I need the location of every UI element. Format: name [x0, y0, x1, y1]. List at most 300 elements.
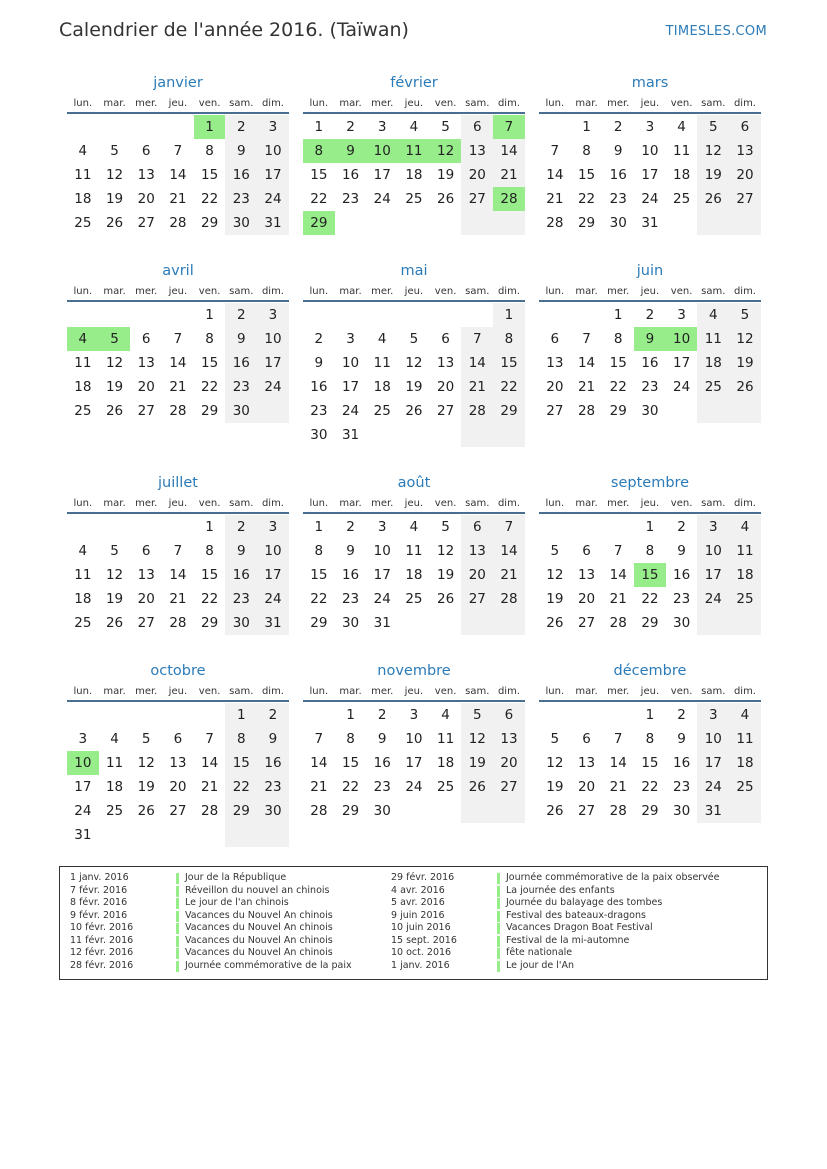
- week-row: [67, 115, 289, 139]
- day-cell: 22: [341, 779, 360, 795]
- month-weeks: [67, 114, 289, 235]
- day-cell: 4: [729, 515, 761, 539]
- weekday-label: dim.: [733, 97, 756, 109]
- day-cell: 13: [577, 567, 596, 583]
- day-cell: 21: [201, 779, 219, 795]
- day-cell: 30: [641, 403, 659, 419]
- empty-cell: [99, 303, 131, 327]
- weekday-header: [67, 494, 289, 514]
- empty-cell: [398, 611, 430, 635]
- day-cell: 8: [346, 731, 355, 747]
- week-row: [303, 611, 525, 635]
- day-cell: 13: [577, 755, 596, 771]
- week-row: [539, 539, 761, 563]
- day-cell: 26: [105, 615, 124, 631]
- day-cell: 30: [373, 803, 391, 819]
- weekday-label: lun.: [73, 685, 93, 697]
- weekday-label: mar.: [339, 685, 362, 697]
- day-cell: 21: [493, 563, 525, 587]
- day-cell: 16: [373, 755, 391, 771]
- day-cell: 29: [641, 615, 659, 631]
- day-cell: 16: [225, 163, 257, 187]
- day-cell: 25: [74, 403, 92, 419]
- week-row: [539, 139, 761, 163]
- weekday-header: [303, 282, 525, 302]
- day-cell: 5: [729, 303, 761, 327]
- week-row: [303, 399, 525, 423]
- day-cell: 14: [201, 755, 219, 771]
- legend-date: 4 avr. 2016: [391, 884, 445, 896]
- legend-holiday-name: Journée du balayage des tombes: [506, 897, 663, 908]
- month-weeks: [67, 302, 289, 423]
- legend-date: 12 févr. 2016: [70, 947, 134, 958]
- month-6: [67, 472, 289, 635]
- weekday-label: lun.: [545, 97, 565, 109]
- day-cell: 16: [673, 567, 691, 583]
- day-cell: 1: [194, 115, 226, 139]
- week-row: [67, 515, 289, 539]
- day-cell: 31: [341, 427, 360, 443]
- legend-holiday-name: Le jour de l'an chinois: [185, 897, 289, 908]
- day-cell: 6: [141, 143, 151, 159]
- week-row: [67, 139, 289, 163]
- day-cell: 22: [493, 375, 525, 399]
- empty-cell: [99, 703, 131, 727]
- empty-cell: [493, 611, 525, 635]
- day-cell: 29: [641, 803, 659, 819]
- legend-holiday-name: Jour de la République: [185, 872, 287, 883]
- day-cell: 20: [577, 591, 596, 607]
- day-cell: 13: [546, 355, 564, 371]
- month-weeks: [303, 114, 525, 235]
- empty-cell: [398, 799, 430, 823]
- day-cell: 14: [169, 355, 187, 371]
- week-row: [303, 327, 525, 351]
- month-weeks: [67, 702, 289, 847]
- day-cell: 25: [729, 587, 761, 611]
- empty-cell: [366, 211, 398, 235]
- day-cell: 19: [405, 379, 423, 395]
- day-cell: 21: [493, 163, 525, 187]
- week-row: [303, 587, 525, 611]
- day-cell: 12: [430, 139, 462, 163]
- legend-column-right: [391, 872, 720, 972]
- week-row: [67, 587, 289, 611]
- weekday-label: lun.: [545, 685, 565, 697]
- weekday-label: ven.: [670, 685, 693, 697]
- day-cell: 21: [577, 379, 596, 395]
- week-row: [303, 351, 525, 375]
- day-cell: 9: [377, 731, 387, 747]
- empty-cell: [398, 423, 430, 447]
- weekday-header: [303, 94, 525, 114]
- day-cell: 29: [225, 799, 257, 823]
- day-cell: 16: [341, 167, 360, 183]
- empty-cell: [257, 823, 289, 847]
- weekday-label: jeu.: [640, 685, 660, 697]
- empty-cell: [539, 303, 571, 327]
- day-cell: 9: [225, 139, 257, 163]
- legend-row: [391, 947, 720, 960]
- day-cell: 14: [169, 567, 187, 583]
- day-cell: 31: [641, 215, 659, 231]
- day-cell: 23: [225, 375, 257, 399]
- weekday-header: [303, 682, 525, 702]
- day-cell: 13: [729, 139, 761, 163]
- day-cell: 30: [673, 615, 691, 631]
- day-cell: 28: [493, 187, 525, 211]
- day-cell: 27: [169, 803, 187, 819]
- day-cell: 16: [257, 751, 289, 775]
- day-cell: 10: [405, 731, 423, 747]
- week-row: [539, 303, 761, 327]
- empty-cell: [130, 303, 162, 327]
- day-cell: 26: [105, 403, 124, 419]
- empty-cell: [194, 703, 226, 727]
- legend-holiday-name: Réveillon du nouvel an chinois: [185, 884, 330, 896]
- day-cell: 4: [110, 731, 119, 747]
- legend-color-marker: [176, 961, 179, 972]
- legend-color-marker: [497, 911, 500, 922]
- day-cell: 5: [441, 519, 450, 535]
- week-row: [67, 727, 289, 751]
- empty-cell: [303, 703, 335, 727]
- page-title: Calendrier de l'année 2016. (Taïwan): [59, 19, 409, 41]
- weekday-header: [539, 494, 761, 514]
- legend-color-marker: [176, 923, 179, 934]
- legend-color-marker: [176, 948, 179, 959]
- day-cell: 21: [609, 591, 627, 607]
- day-cell: 19: [546, 591, 564, 607]
- day-cell: 18: [729, 563, 761, 587]
- day-cell: 3: [257, 115, 289, 139]
- day-cell: 9: [225, 327, 257, 351]
- empty-cell: [493, 799, 525, 823]
- day-cell: 12: [437, 543, 455, 559]
- day-cell: 2: [677, 519, 686, 535]
- day-cell: 2: [645, 307, 655, 323]
- day-cell: 7: [314, 731, 324, 747]
- month-name: août: [397, 475, 431, 491]
- week-row: [67, 375, 289, 399]
- legend-date: 11 févr. 2016: [70, 934, 134, 946]
- month-name: janvier: [153, 75, 203, 91]
- weekday-label: jeu.: [640, 285, 660, 297]
- day-cell: 23: [341, 191, 360, 207]
- weekday-label: jeu.: [640, 97, 660, 109]
- day-cell: 13: [137, 167, 155, 183]
- day-cell: 9: [314, 355, 324, 371]
- week-row: [67, 751, 289, 775]
- day-cell: 6: [493, 703, 525, 727]
- day-cell: 25: [405, 191, 423, 207]
- legend-date: 9 juin 2016: [391, 909, 445, 921]
- month-7: [303, 472, 525, 635]
- day-cell: 20: [493, 751, 525, 775]
- day-cell: 17: [373, 567, 391, 583]
- day-cell: 17: [373, 167, 391, 183]
- day-cell: 10: [666, 327, 698, 351]
- day-cell: 8: [645, 731, 655, 747]
- day-cell: 20: [729, 163, 761, 187]
- day-cell: 9: [257, 727, 289, 751]
- day-cell: 22: [310, 591, 328, 607]
- day-cell: 22: [609, 379, 627, 395]
- day-cell: 7: [173, 543, 183, 559]
- day-cell: 19: [105, 591, 124, 607]
- day-cell: 13: [493, 727, 525, 751]
- week-row: [303, 703, 525, 727]
- legend-row: [70, 922, 352, 935]
- day-cell: 11: [697, 327, 729, 351]
- weekday-header: [303, 494, 525, 514]
- legend-holiday-name: Vacances Dragon Boat Festival: [506, 922, 653, 933]
- day-cell: 15: [201, 567, 219, 583]
- day-cell: 26: [405, 403, 423, 419]
- day-cell: 7: [173, 331, 183, 347]
- day-cell: 25: [405, 591, 423, 607]
- day-cell: 27: [137, 615, 155, 631]
- day-cell: 30: [225, 611, 257, 635]
- day-cell: 23: [257, 775, 289, 799]
- day-cell: 26: [697, 187, 729, 211]
- weekday-label: mar.: [103, 497, 126, 509]
- day-cell: 11: [105, 755, 124, 771]
- day-cell: 15: [577, 167, 596, 183]
- empty-cell: [99, 515, 131, 539]
- day-cell: 18: [697, 351, 729, 375]
- day-cell: 2: [377, 707, 387, 723]
- weekday-label: ven.: [434, 497, 457, 509]
- day-cell: 28: [609, 803, 627, 819]
- day-cell: 15: [493, 351, 525, 375]
- month-name: juin: [636, 263, 664, 279]
- legend-date: 1 janv. 2016: [70, 872, 129, 883]
- day-cell: 19: [105, 379, 124, 395]
- day-cell: 7: [582, 331, 591, 347]
- day-cell: 20: [169, 779, 187, 795]
- month-name: septembre: [610, 475, 690, 491]
- weekday-label: lun.: [309, 285, 329, 297]
- weekday-label: lun.: [73, 285, 93, 297]
- empty-cell: [335, 303, 367, 327]
- day-cell: 6: [461, 515, 493, 539]
- day-cell: 15: [310, 167, 328, 183]
- day-cell: 31: [373, 615, 391, 631]
- day-cell: 11: [405, 543, 423, 559]
- weekday-label: ven.: [198, 285, 221, 297]
- day-cell: 29: [201, 403, 219, 419]
- legend-date: 15 sept. 2016: [391, 934, 457, 946]
- day-cell: 4: [409, 519, 419, 535]
- month-3: [67, 260, 289, 423]
- day-cell: 6: [582, 543, 591, 559]
- day-cell: 22: [201, 191, 219, 207]
- day-cell: 25: [697, 375, 729, 399]
- week-row: [303, 515, 525, 539]
- day-cell: 2: [613, 119, 623, 135]
- day-cell: 22: [201, 379, 219, 395]
- empty-cell: [162, 115, 194, 139]
- day-cell: 24: [697, 587, 729, 611]
- day-cell: 27: [437, 403, 455, 419]
- day-cell: 17: [257, 563, 289, 587]
- day-cell: 2: [225, 515, 257, 539]
- day-cell: 21: [169, 379, 187, 395]
- day-cell: 11: [398, 139, 430, 163]
- legend-holiday-name: Festival de la mi-automne: [506, 934, 630, 946]
- day-cell: 1: [314, 519, 324, 535]
- weekday-label: dim.: [733, 285, 756, 297]
- legend-row: [391, 885, 720, 898]
- day-cell: 28: [169, 403, 187, 419]
- weekday-header: [67, 282, 289, 302]
- day-cell: 7: [205, 731, 214, 747]
- day-cell: 3: [257, 303, 289, 327]
- day-cell: 4: [729, 703, 761, 727]
- day-cell: 3: [677, 307, 686, 323]
- weekday-label: mar.: [575, 685, 598, 697]
- day-cell: 17: [673, 355, 691, 371]
- day-cell: 19: [437, 167, 455, 183]
- weekday-label: mer.: [607, 97, 630, 109]
- day-cell: 4: [441, 707, 450, 723]
- weekday-label: mar.: [103, 285, 126, 297]
- weekday-label: dim.: [261, 685, 284, 697]
- day-cell: 29: [493, 399, 525, 423]
- day-cell: 6: [141, 331, 151, 347]
- day-cell: 17: [641, 167, 659, 183]
- day-cell: 10: [373, 543, 391, 559]
- day-cell: 26: [137, 803, 155, 819]
- day-cell: 10: [257, 139, 289, 163]
- month-name: avril: [162, 263, 194, 279]
- day-cell: 18: [74, 591, 92, 607]
- weekday-header: [539, 94, 761, 114]
- day-cell: 10: [341, 355, 360, 371]
- month-name: octobre: [150, 663, 206, 679]
- weekday-label: ven.: [670, 497, 693, 509]
- day-cell: 27: [461, 587, 493, 611]
- day-cell: 18: [74, 191, 92, 207]
- day-cell: 17: [257, 163, 289, 187]
- week-row: [303, 775, 525, 799]
- week-row: [303, 799, 525, 823]
- day-cell: 11: [74, 567, 92, 583]
- day-cell: 26: [729, 375, 761, 399]
- legend-row: [391, 922, 720, 935]
- day-cell: 26: [437, 191, 455, 207]
- empty-cell: [162, 703, 194, 727]
- day-cell: 12: [461, 727, 493, 751]
- day-cell: 11: [74, 355, 92, 371]
- legend-row: [391, 872, 720, 885]
- day-cell: 10: [641, 143, 659, 159]
- day-cell: 15: [641, 755, 659, 771]
- week-row: [539, 727, 761, 751]
- day-cell: 16: [673, 755, 691, 771]
- day-cell: 8: [303, 139, 335, 163]
- month-name: juillet: [158, 475, 198, 491]
- day-cell: 9: [634, 327, 666, 351]
- month-weeks: [303, 702, 525, 823]
- empty-cell: [99, 115, 131, 139]
- empty-cell: [67, 515, 99, 539]
- day-cell: 30: [341, 615, 360, 631]
- empty-cell: [162, 823, 194, 847]
- week-row: [67, 327, 289, 351]
- weekday-label: mer.: [607, 685, 630, 697]
- day-cell: 31: [74, 827, 92, 843]
- week-row: [67, 303, 289, 327]
- weekday-label: lun.: [545, 285, 565, 297]
- weekday-label: lun.: [73, 497, 93, 509]
- day-cell: 8: [225, 727, 257, 751]
- day-cell: 28: [201, 803, 219, 819]
- day-cell: 23: [673, 779, 691, 795]
- brand-link[interactable]: TIMESLES.COM: [665, 24, 767, 39]
- weekday-label: mer.: [371, 97, 394, 109]
- day-cell: 7: [613, 731, 623, 747]
- week-row: [303, 563, 525, 587]
- day-cell: 24: [74, 803, 92, 819]
- day-cell: 30: [310, 427, 328, 443]
- day-cell: 19: [697, 163, 729, 187]
- day-cell: 24: [341, 403, 360, 419]
- weekday-label: ven.: [670, 285, 693, 297]
- empty-cell: [162, 303, 194, 327]
- legend-holiday-name: Festival des bateaux-dragons: [506, 909, 646, 921]
- day-cell: 12: [105, 567, 124, 583]
- day-cell: 2: [677, 707, 686, 723]
- day-cell: 14: [609, 567, 627, 583]
- day-cell: 26: [546, 803, 564, 819]
- day-cell: 3: [78, 731, 88, 747]
- day-cell: 6: [461, 115, 493, 139]
- day-cell: 11: [373, 355, 391, 371]
- weekday-label: mar.: [339, 497, 362, 509]
- day-cell: 10: [257, 539, 289, 563]
- day-cell: 13: [137, 355, 155, 371]
- day-cell: 25: [105, 803, 124, 819]
- day-cell: 16: [310, 379, 328, 395]
- day-cell: 7: [550, 143, 560, 159]
- weekday-label: sam.: [229, 285, 254, 297]
- day-cell: 21: [546, 191, 564, 207]
- legend-color-marker: [176, 936, 179, 947]
- day-cell: 6: [441, 331, 450, 347]
- day-cell: 28: [493, 587, 525, 611]
- legend-row: [70, 935, 352, 948]
- weekday-label: mer.: [371, 685, 394, 697]
- day-cell: 13: [461, 139, 493, 163]
- weekday-label: jeu.: [168, 285, 188, 297]
- weekday-label: jeu.: [404, 285, 424, 297]
- empty-cell: [461, 611, 493, 635]
- weekday-label: mer.: [135, 685, 158, 697]
- legend-holiday-name: Le jour de l'An: [506, 959, 575, 971]
- legend-color-marker: [497, 886, 500, 897]
- month-4: [303, 260, 525, 447]
- day-cell: 22: [641, 779, 659, 795]
- holiday-legend: [59, 866, 768, 980]
- week-row: [67, 187, 289, 211]
- day-cell: 1: [205, 519, 214, 535]
- day-cell: 31: [257, 611, 289, 635]
- empty-cell: [303, 303, 335, 327]
- weekday-label: ven.: [198, 97, 221, 109]
- week-row: [539, 799, 761, 823]
